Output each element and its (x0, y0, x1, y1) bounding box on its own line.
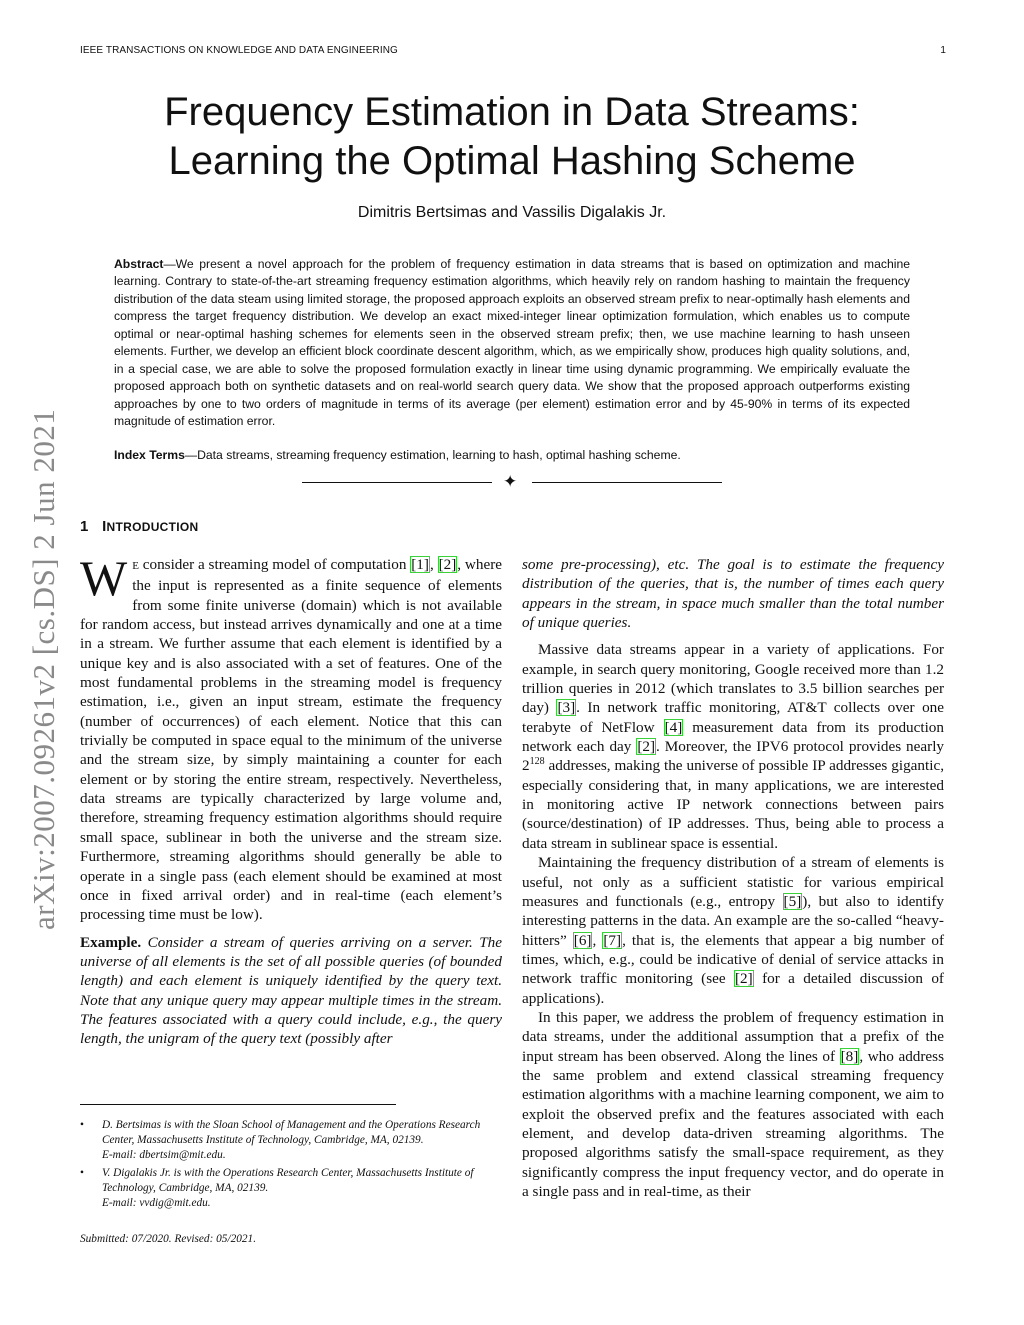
text-run: , who address the same problem and extend classical streaming frequency estimation algorithms with a machine learning component, we aim to exploit the observed prefix and the features associated with each element, and develop data-driven streaming algorithms. The proposed algorithms satisfy the small-space requirement, as they significantly compress the input frequency vector, and do operate in a single pass and in real-time, as their (522, 1047, 944, 1200)
footnote-author-2 (80, 1166, 502, 1211)
abstract (114, 256, 910, 431)
bullet-icon: • (80, 1119, 84, 1131)
right-column (522, 555, 944, 1201)
text-run: Massive data streams appear in a variety of applications. For example, in search query monitoring, Google received more than 1.2 trillion queries in 2012 (which translates to 3.5 billion searches per day) (522, 641, 944, 717)
footnote-email[interactable]: E-mail: dbertsim@mit.edu. (102, 1149, 226, 1161)
intro-paragraph-3 (522, 853, 944, 1008)
footnote-email[interactable]: E-mail: vvdig@mit.edu. (102, 1197, 211, 1209)
divider-line-left (302, 482, 492, 483)
text-run: consider a streaming model of computation (138, 556, 411, 573)
paper-title (60, 88, 964, 186)
section-heading (80, 518, 199, 535)
text-run: . Moreover, the IPV6 protocol provides nearly 2 (522, 738, 945, 775)
submission-dates: Submitted: 07/2020. Revised: 05/2021. (80, 1233, 257, 1245)
citation-link[interactable]: [2] (637, 738, 656, 756)
drop-cap: W (80, 550, 128, 606)
arxiv-identifier-stamp: arXiv:2007.09261v2 [cs.DS] 2 Jun 2021 (26, 408, 61, 930)
text-run: In this paper, we address the problem of frequency estimation in data streams, under the additional assumption that a prefix of the input stream has been observed. Along the lines of (522, 1008, 944, 1065)
bullet-icon: • (80, 1167, 84, 1179)
citation-link[interactable]: [4] (664, 718, 683, 736)
example-paragraph (80, 933, 502, 1049)
citation-link[interactable]: [3] (557, 699, 576, 717)
section-divider (302, 472, 722, 491)
text-run: Maintaining the frequency distribution of a stream of elements is useful, not only as a sufficient statistic for various empirical measures and functionals (e.g., entropy (522, 854, 944, 910)
superscript-exponent: 128 (529, 756, 545, 768)
citation-link[interactable]: [5] (783, 892, 802, 910)
text-run: , that is, the elements that appear a big number of times, which, e.g., could be indicative of denial of service attacks in network traffic monitoring (see (522, 931, 945, 988)
citation-link[interactable]: [8] (840, 1047, 859, 1065)
text-run: measurement data from its production network each day (522, 718, 944, 756)
citation-link[interactable]: [2] (735, 970, 753, 988)
section-number: 1 (80, 518, 89, 535)
page-number: 1 (940, 45, 946, 56)
intro-paragraph-2 (522, 640, 944, 853)
citation-link[interactable]: [1] (411, 556, 429, 573)
divider-line-right (532, 482, 722, 483)
abstract-text: —We present a novel approach for the problem of frequency estimation in data streams that is based on optimization and machine learning. Contrary to state-of-the-art streaming frequency estimation algorithms, which heavily rely on random hashing to maintain the frequency distribution of the data steam using limited storage, the proposed approach exploits an observed stream prefix to near-optimally hash elements and compress the target frequency distribution. We develop an exact mixed-integer linear optimization formulation, which enables us to compute optimal or near-optimal hashing schemes for elements seen in the observed stream prefix; then, we use machine learning to hash unseen elements. Further, we develop an efficient block coordinate descent algorithm, which, as we empirically show, produces high quality solutions, and, in a special case, we are able to solve the proposed formulation exactly in linear time using dynamic programming. We empirically evaluate the proposed approach both on synthetic datasets and on real-world search query data. We show that the proposed approach outperforms existing approaches by one to two orders of magnitude in terms of its average (per element) estimation error and by 45-90% in terms of its expected magnitude of estimation error. (114, 257, 910, 429)
running-header (80, 45, 946, 56)
text-run: , (429, 556, 438, 573)
title-line-2: Learning the Optimal Hashing Scheme (168, 139, 856, 183)
index-terms-label: Index Terms (114, 448, 185, 462)
journal-name: IEEE TRANSACTIONS ON KNOWLEDGE AND DATA ENGINEERING (80, 45, 398, 56)
divider-ornament-icon: ✦ (503, 472, 518, 491)
text-run: addresses, making the universe of possible IP addresses gigantic, especially considering that, in many applications, we are interested in monitoring active IP network connections between pairs (source/destination) of IP addresses. Thus, being able to process a data stream in sublinear space is essential. (522, 757, 944, 852)
footnote-author-1 (80, 1118, 502, 1163)
abstract-label: Abstract (114, 257, 164, 271)
footnote-rule (80, 1104, 396, 1105)
index-terms-text: —Data streams, streaming frequency estimation, learning to hash, optimal hashing scheme. (184, 448, 681, 462)
index-terms (114, 447, 910, 464)
text-run: , where the input is represented as a finite sequence of elements from some finite universe (domain) which is not available for random access, but instead arrives dynamically and one at a time in a stream. We further assume that each element is identified by a unique key and is also associated with a set of features. One of the most fundamental problems in the streaming model is frequency estimation, i.e., given an input stream, estimate the frequency (number of occurrences) of each element. Notice that this can trivially be computed in space equal to the minimum of the universe and the stream size, by simply maintaining a counter for each element or by storing the entire stream, respectively. Nevertheless, data streams are typically characterized by large volume and, therefore, streaming frequency estimation algorithms should require small space, sublinear in both the universe and the stream size. Furthermore, streaming algorithms should generally be able to operate in a single pass (each element should be examined at most once in fixed arrival order) and in real-time (each element’s processing time must be low). (80, 556, 502, 924)
section-title-initial: I (102, 518, 107, 535)
section-title-rest: NTRODUCTION (106, 520, 199, 534)
text-run: . In network traffic monitoring, AT&T collects over one terabyte of NetFlow (522, 699, 944, 736)
example-label: Example. (80, 933, 142, 951)
footnotes (80, 1118, 502, 1214)
citation-link[interactable]: [6] (573, 931, 592, 949)
footnote-affiliation: V. Digalakis Jr. is with the Operations Research Center, Massachusetts Institute of Technology, Cambridge, MA, 02139. (102, 1167, 474, 1194)
author-list: Dimitris Bertsimas and Vassilis Digalakis Jr. (357, 204, 667, 221)
text-run: , (592, 931, 603, 949)
text-run: for a detailed discussion of applications). (522, 970, 944, 1007)
text-run: ), but also to identify interesting patterns in the data. An example are the so-called “heavy-hitters” (522, 892, 944, 949)
example-text: Consider a stream of queries arriving on a server. The universe of all elements is the set of all possible queries (of bounded length) and each element is uniquely identified by the query text. Note that any unique query may appear multiple times in the stream. The features associated with a query could include, e.g., the query length, the unigram of the query text (possibly after (80, 933, 502, 1048)
intro-paragraph-1 (80, 550, 502, 925)
title-line-1: Frequency Estimation in Data Streams: (164, 90, 860, 134)
intro-paragraph-4 (522, 1008, 944, 1201)
citation-link[interactable]: [7] (603, 931, 622, 949)
left-column (80, 550, 502, 1049)
drop-cap-smallcap: E (132, 560, 139, 572)
footnote-affiliation: D. Bertsimas is with the Sloan School of Management and the Operations Research Center, Massachusetts Institute of Technology, Cambridge, MA, 02139. (102, 1119, 481, 1146)
example-continuation: some pre-processing), etc. The goal is to estimate the frequency distribution of the queries, that is, the number of times each query appears in the stream, in space much smaller than the total number of unique queries. (522, 556, 944, 632)
citation-link[interactable]: [2] (438, 556, 457, 573)
